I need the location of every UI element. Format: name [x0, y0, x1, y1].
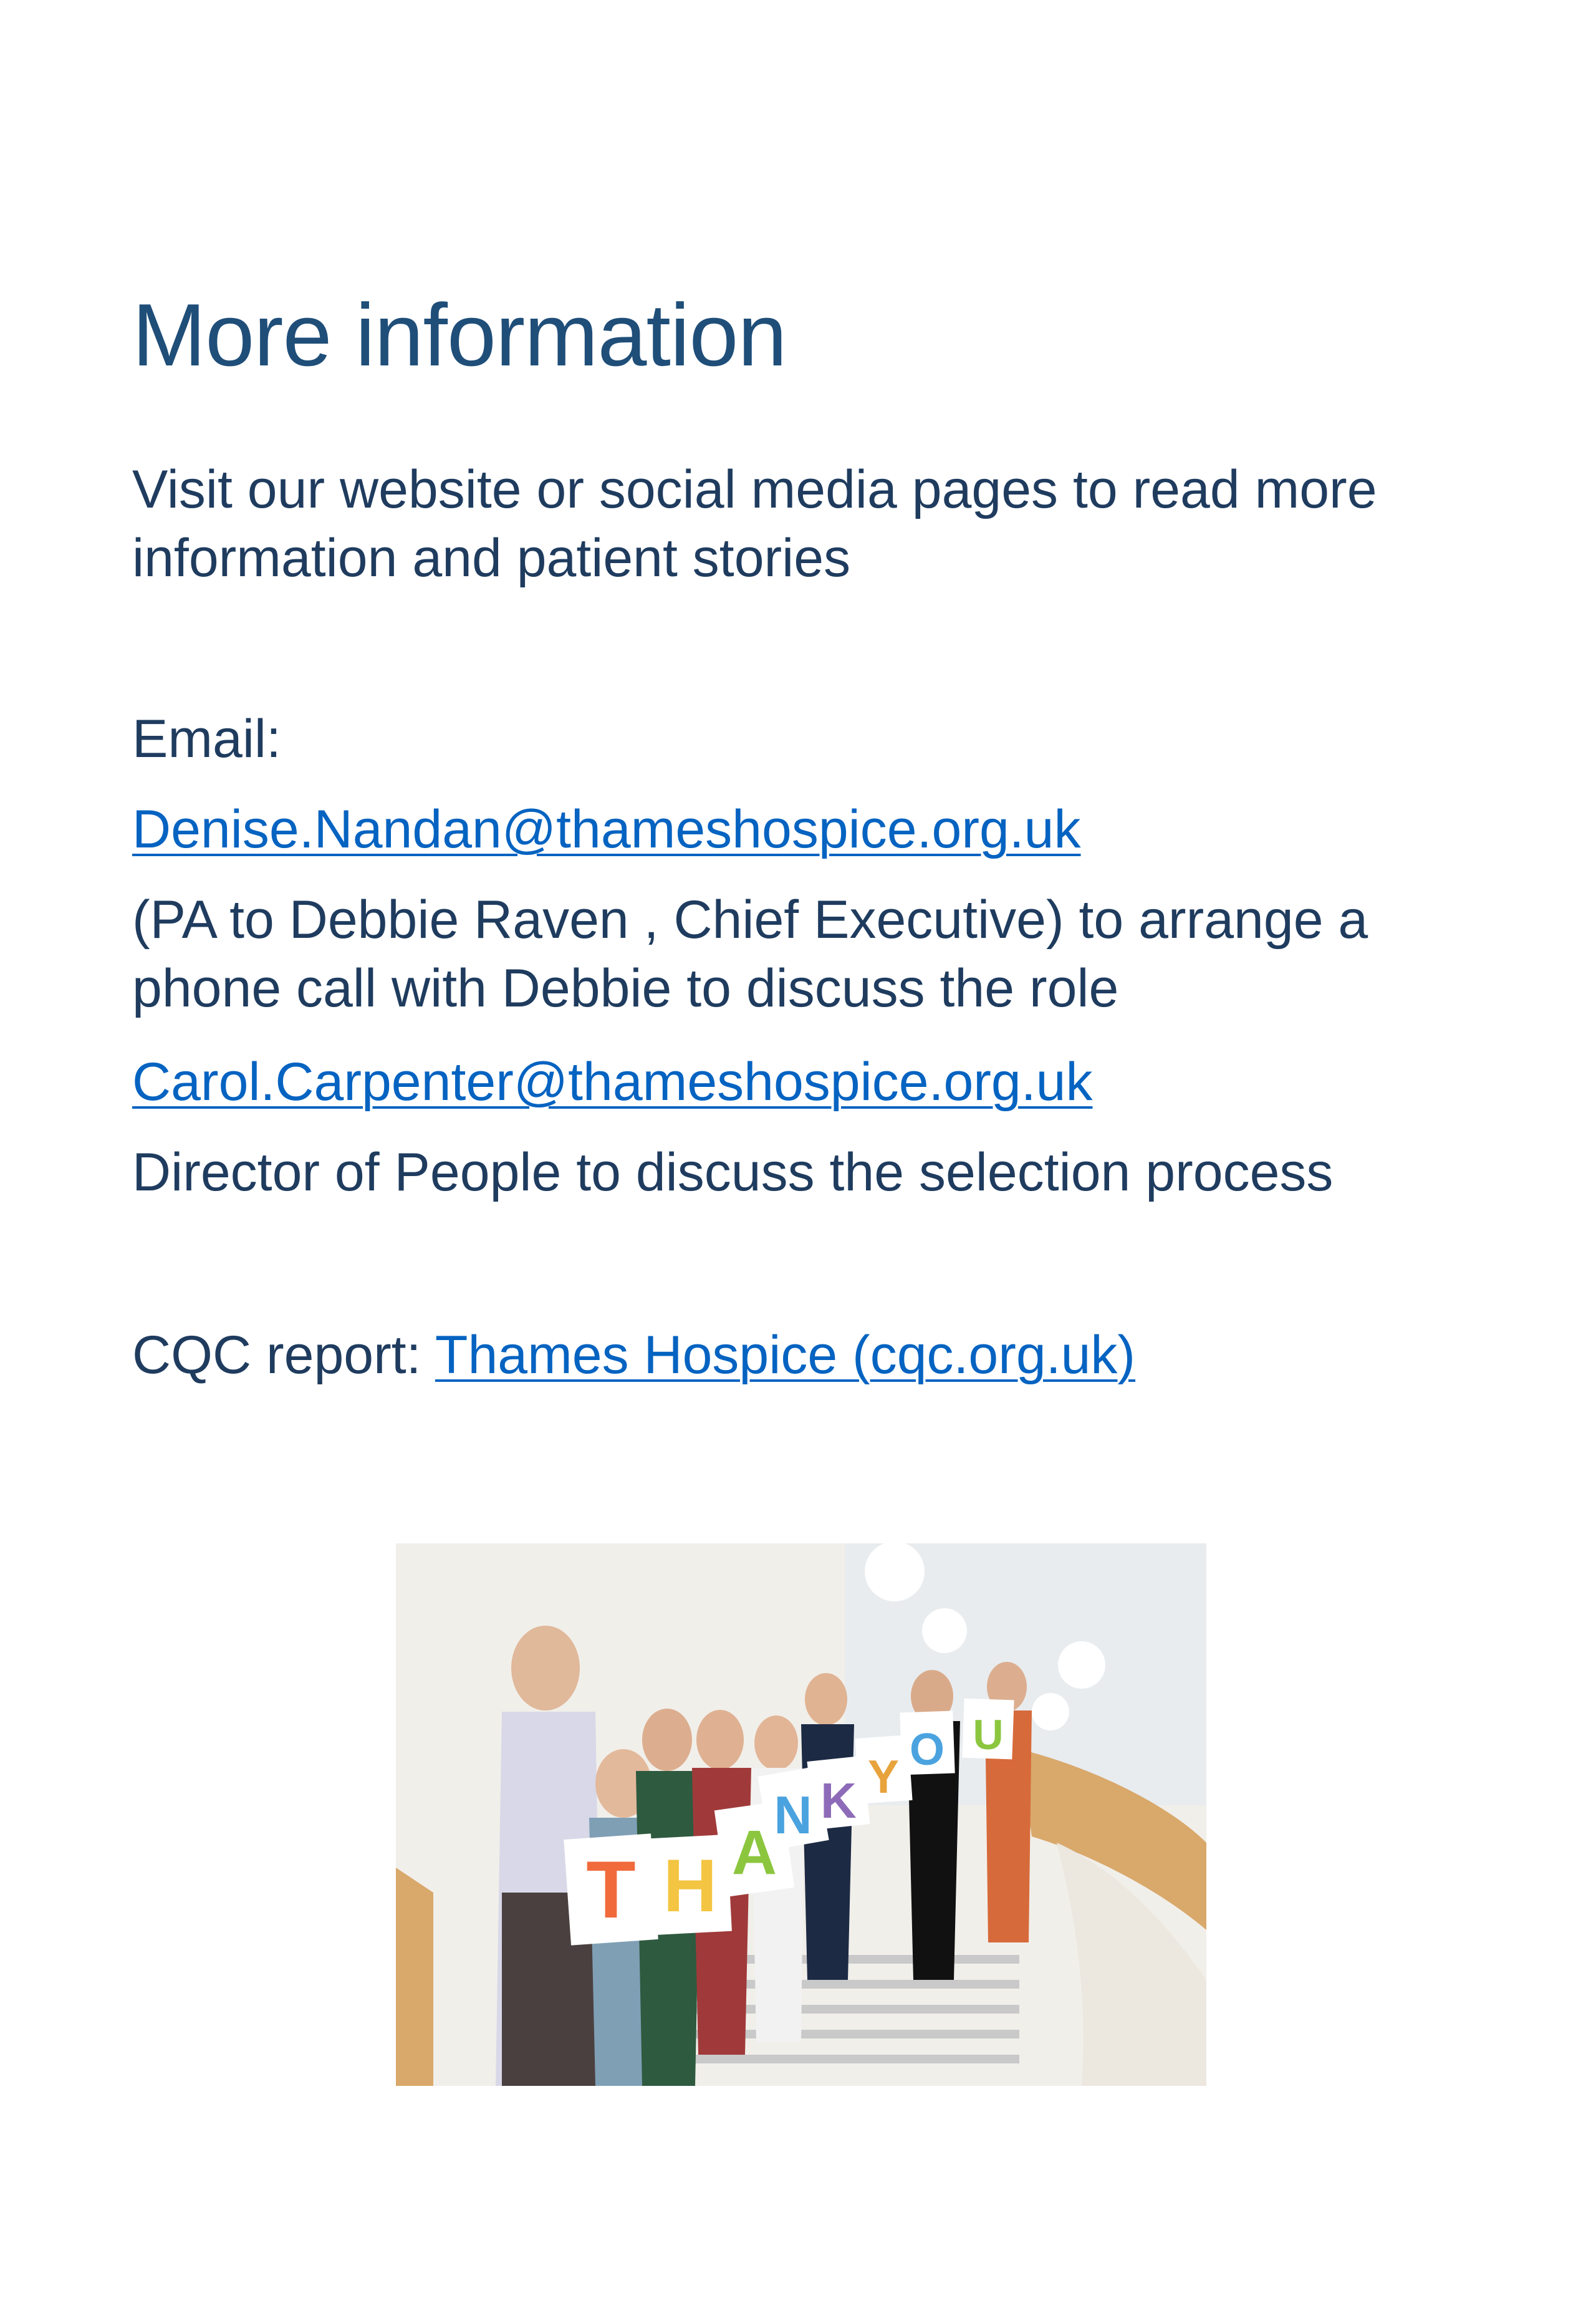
contact-description-2: Director of People to discuss the selection process: [132, 1142, 1334, 1202]
cqc-report-line: [132, 1321, 1135, 1389]
sign-letter: K: [820, 1773, 857, 1828]
contact-description-1: (PA to Debbie Raven , Chief Executive) to arrange a phone call with Debbie to discuss the role: [132, 890, 1368, 1018]
stair-handrail-left: [396, 1868, 433, 2086]
cqc-report-link[interactable]: Thames Hospice (cqc.org.uk): [435, 1325, 1136, 1385]
sign-letter: U: [973, 1711, 1004, 1758]
intro-text: Visit our website or social media pages to read more information and patient stories: [132, 460, 1377, 588]
ceiling-light: [865, 1543, 925, 1601]
ceiling-light: [922, 1608, 967, 1653]
sign-letter: T: [586, 1844, 636, 1935]
sign-letter: N: [774, 1786, 812, 1845]
team-thank-you-photo: [396, 1543, 1206, 2086]
sign-letter: O: [909, 1725, 945, 1775]
ceiling-light: [1058, 1641, 1105, 1689]
photo-illustration: [396, 1543, 1206, 2086]
cqc-label: CQC report:: [132, 1325, 435, 1385]
contact-email-1-line: [132, 795, 1081, 864]
ceiling-light: [1032, 1693, 1069, 1730]
contact-email-link-1[interactable]: Denise.Nandan@thameshospice.org.uk: [132, 799, 1081, 859]
contact-email-link-2[interactable]: Carol.Carpenter@thameshospice.org.uk: [132, 1052, 1093, 1112]
sign-letter: H: [663, 1844, 718, 1927]
page-title: More information: [132, 286, 787, 385]
sign-letter: A: [731, 1818, 777, 1888]
sign-letter: Y: [867, 1750, 900, 1803]
email-label: Email:: [132, 709, 281, 769]
contact-email-2-line: [132, 1048, 1092, 1116]
